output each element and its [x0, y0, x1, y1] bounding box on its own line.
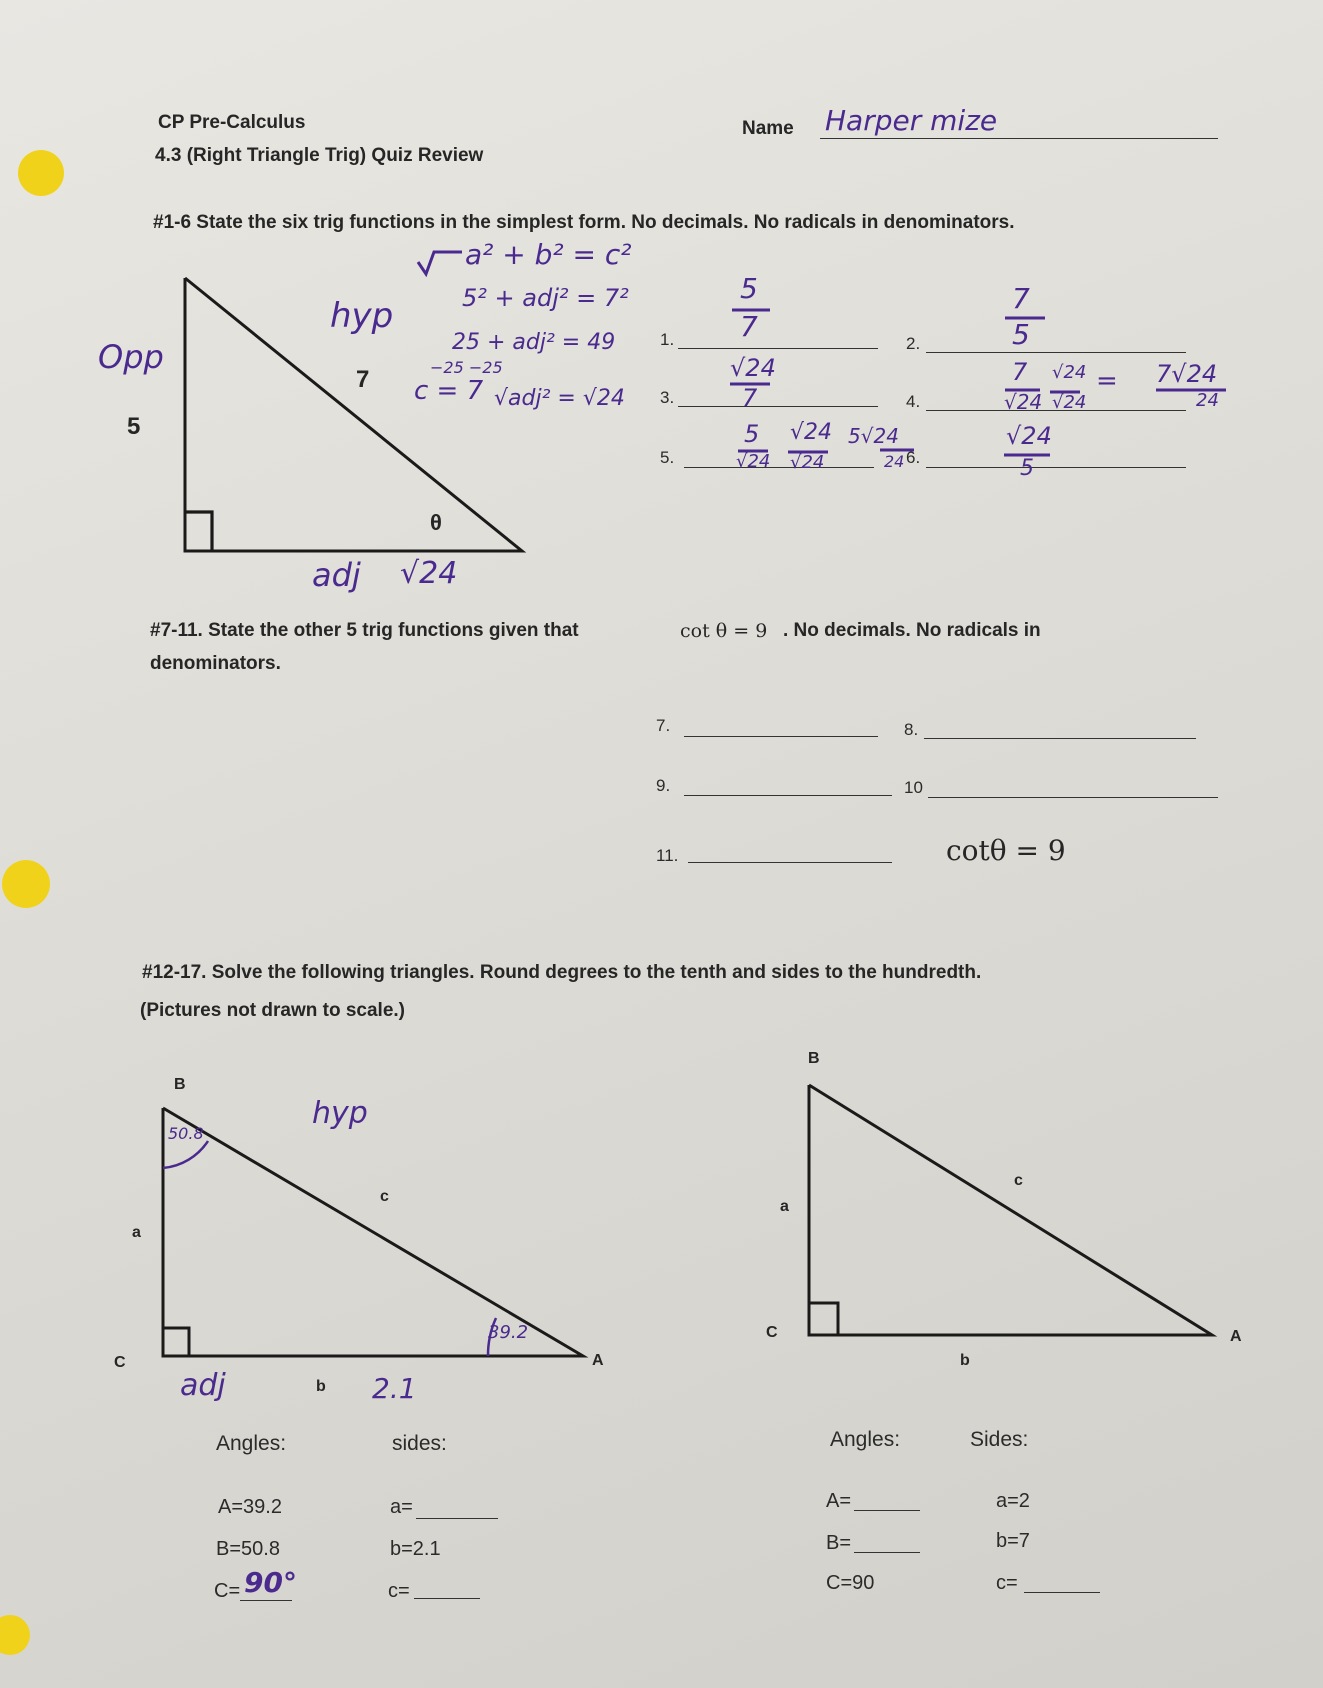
- q4-number: 4.: [906, 392, 921, 411]
- q2-number: 2.: [906, 334, 921, 353]
- tri2-label-C: C: [114, 1354, 126, 1371]
- tri2-label-B: B: [174, 1076, 186, 1093]
- tri2-hw-angleA: 39.2: [488, 1322, 529, 1343]
- a3-num: √24: [730, 354, 776, 382]
- hw-pythag-line3: 25 + adj² = 49: [452, 330, 616, 355]
- q8-blank: [924, 738, 1196, 739]
- right-B-blank: [854, 1552, 920, 1553]
- right-A-label: A=: [826, 1490, 852, 1512]
- tri3-label-a: a: [780, 1198, 789, 1215]
- section3-instructions-a: #12-17. Solve the following triangles. Round degrees to the tenth and sides to the hundredth.: [142, 962, 982, 983]
- tri2-label-b: b: [316, 1378, 326, 1395]
- q6-blank: [926, 467, 1186, 468]
- a5-result-num: 5√24: [848, 424, 899, 448]
- hw-pythag-line2: 5² + adj² = 7²: [462, 284, 629, 312]
- left-a-blank: [416, 1518, 498, 1519]
- triangle1-theta: θ: [430, 510, 442, 535]
- q8-number: 8.: [904, 720, 919, 739]
- section2-instructions-a: #7-11. State the other 5 trig functions given that: [150, 620, 579, 641]
- right-b: b=7: [996, 1530, 1030, 1552]
- q11-blank: [688, 862, 892, 863]
- q6-number: 6.: [906, 448, 921, 467]
- tri2-hw-hyp: hyp: [312, 1096, 368, 1131]
- section2-instructions-b: . No decimals. No radicals in: [783, 620, 1041, 641]
- triangle-3: [809, 1085, 1212, 1335]
- right-c-label: c=: [996, 1572, 1018, 1594]
- left-C-value: 90°: [244, 1566, 297, 1599]
- a4-equals: =: [1096, 366, 1118, 396]
- right-C: C=90: [826, 1572, 875, 1594]
- left-sides-header: sides:: [392, 1432, 447, 1455]
- name-handwritten: Harper mize: [825, 104, 998, 137]
- a4-mult-den: √24: [1052, 392, 1087, 413]
- q5-number: 5.: [660, 448, 675, 467]
- hw-pythag-line5: √adj² = √24: [494, 386, 625, 411]
- a4-num: 7: [1012, 358, 1028, 386]
- a5-result-den: 24: [884, 452, 905, 471]
- a6-num: √24: [1006, 422, 1052, 450]
- a2-num: 7: [1012, 282, 1030, 315]
- a5-mult-num: √24: [790, 420, 833, 445]
- right-c-blank: [1024, 1592, 1100, 1593]
- left-c-blank: [414, 1598, 480, 1599]
- left-C-label: C=: [214, 1580, 241, 1602]
- right-a: a=2: [996, 1490, 1030, 1512]
- a4-den: √24: [1004, 390, 1043, 414]
- a5-den: √24: [736, 451, 771, 472]
- a5-mult-den: √24: [790, 452, 825, 473]
- tri3-label-b: b: [960, 1352, 970, 1369]
- tri2-label-a: a: [132, 1224, 141, 1241]
- left-B: B=50.8: [216, 1538, 280, 1560]
- tri2-label-c: c: [380, 1188, 389, 1205]
- triangle1-opp-value: 5: [127, 413, 141, 440]
- q7-number: 7.: [656, 716, 671, 735]
- tri2-hw-adj: adj: [180, 1368, 226, 1403]
- hw-hyp-label: hyp: [330, 296, 394, 336]
- hw-adj-label: adj: [312, 556, 361, 594]
- triangle-2: [163, 1108, 583, 1356]
- a1-num: 5: [740, 272, 758, 305]
- left-C-blank: [240, 1600, 292, 1601]
- right-sides-header: Sides:: [970, 1428, 1029, 1451]
- tri3-label-B: B: [808, 1050, 820, 1067]
- left-angles-header: Angles:: [216, 1432, 287, 1455]
- q11-number: 11.: [656, 846, 679, 865]
- name-field-line: [820, 138, 1218, 139]
- a6-den: 5: [1020, 456, 1034, 481]
- tri2-label-A: A: [592, 1352, 604, 1369]
- name-label: Name: [742, 118, 794, 139]
- hw-adj-value: √24: [400, 556, 458, 591]
- section2-instructions-c: denominators.: [150, 653, 281, 674]
- tri3-label-C: C: [766, 1324, 778, 1341]
- q9-blank: [684, 795, 892, 796]
- a3-den: 7: [742, 384, 758, 412]
- q5-blank: [684, 467, 874, 468]
- a1-den: 7: [740, 310, 758, 343]
- section1-instructions: #1-6 State the six trig functions in the simplest form. No decimals. No radicals in denominators.: [153, 212, 1015, 233]
- right-angles-header: Angles:: [830, 1428, 901, 1451]
- tri2-hw-angleB: 50.8: [168, 1124, 204, 1143]
- left-A: A=39.2: [218, 1496, 282, 1518]
- tri2-hw-b-value: 2.1: [372, 1372, 417, 1405]
- q3-number: 3.: [660, 388, 675, 407]
- hw-pythag-line1: a² + b² = c²: [465, 238, 632, 271]
- tri3-label-c: c: [1014, 1172, 1023, 1189]
- hw-pythag-line4: −25 −25: [430, 358, 503, 377]
- a4-mult-num: √24: [1052, 362, 1087, 383]
- hw-opp-label: Opp: [98, 338, 164, 376]
- q9-number: 9.: [656, 776, 671, 795]
- tri3-label-A: A: [1230, 1328, 1242, 1345]
- left-a-label: a=: [390, 1496, 413, 1518]
- a5-num: 5: [744, 420, 760, 448]
- q2-blank: [926, 352, 1186, 353]
- left-b: b=2.1: [390, 1538, 441, 1560]
- q10-blank: [928, 797, 1218, 798]
- a4-result-den: 24: [1196, 390, 1219, 411]
- section2-given-display: cotθ = 9: [946, 834, 1066, 867]
- right-B-label: B=: [826, 1532, 852, 1554]
- q10-number: 10: [904, 778, 923, 797]
- q1-number: 1.: [660, 330, 675, 349]
- a2-den: 5: [1012, 318, 1030, 351]
- q3-blank: [678, 406, 878, 407]
- q7-blank: [684, 736, 878, 737]
- right-A-blank: [854, 1510, 920, 1511]
- hw-c-equals-7: c = 7: [414, 376, 484, 406]
- section3-instructions-b: (Pictures not drawn to scale.): [140, 1000, 405, 1021]
- q1-blank: [678, 348, 878, 349]
- course-title: CP Pre-Calculus: [158, 112, 306, 133]
- quiz-title: 4.3 (Right Triangle Trig) Quiz Review: [155, 145, 484, 166]
- left-c-label: c=: [388, 1580, 410, 1602]
- a4-result-num: 7√24: [1156, 360, 1218, 388]
- triangle1-hyp-value: 7: [356, 366, 370, 393]
- section2-given-inline: cot θ = 9: [680, 620, 768, 642]
